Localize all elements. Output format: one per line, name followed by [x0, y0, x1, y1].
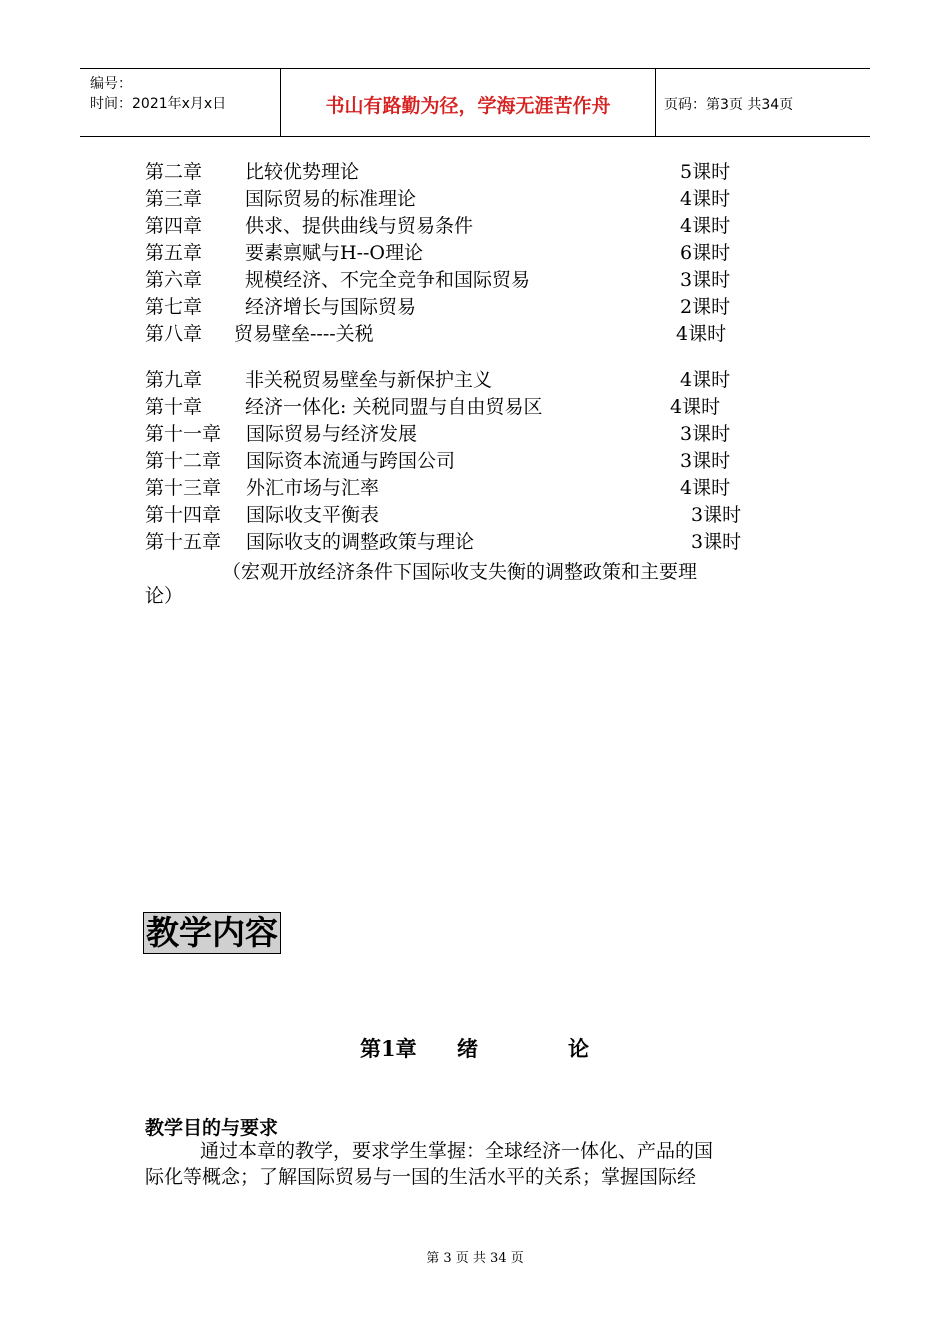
chapter-hours: 6课时 [680, 242, 731, 264]
chapter-number: 第十三章 [145, 477, 222, 499]
chapter-number: 第四章 [145, 215, 203, 237]
chapter-hours: 3课时 [680, 450, 731, 472]
header-center-cell [281, 69, 656, 136]
chapter-title: 国际收支的调整政策与理论 [246, 531, 475, 553]
schedule-note-line2: 论） [145, 585, 184, 607]
header-motto: 书山有路勤为径，学海无涯苦作舟 [325, 95, 611, 117]
chapter-title: 供求、提供曲线与贸易条件 [245, 215, 474, 237]
chapter-title: 国际收支平衡表 [246, 504, 380, 526]
chapter-number: 第三章 [145, 188, 203, 210]
chapter-title: 国际贸易与经济发展 [246, 423, 418, 445]
chapter-number: 第十四章 [145, 504, 222, 526]
chapter-title: 国际贸易的标准理论 [245, 188, 417, 210]
chapter-heading-part1: 绪 [457, 1036, 478, 1061]
header-right-cell [656, 69, 870, 136]
chapter-hours: 2课时 [680, 296, 731, 318]
chapter-title: 经济增长与国际贸易 [245, 296, 417, 318]
paragraph-line2: 际化等概念；了解国际贸易与一国的生活水平的关系；掌握国际经 [145, 1166, 697, 1188]
document-number-label: 编号： [90, 76, 132, 92]
chapter-hours: 4课时 [676, 323, 727, 345]
chapter-title: 非关税贸易壁垒与新保护主义 [245, 369, 493, 391]
header-left-cell [80, 69, 281, 136]
chapter-title: 贸易壁垒----关税 [234, 323, 374, 345]
page-header [80, 68, 870, 137]
chapter-number: 第二章 [145, 161, 203, 183]
chapter-title: 要素禀赋与H--O理论 [245, 242, 423, 264]
chapter-title: 比较优势理论 [245, 161, 360, 183]
chapter-hours: 4课时 [670, 396, 721, 418]
chapter-number: 第十二章 [145, 450, 222, 472]
chapter-number: 第十一章 [145, 423, 222, 445]
page-footer: 第 3 页 共 34 页 [426, 1251, 524, 1266]
chapter-heading-part2: 论 [568, 1036, 589, 1061]
chapter-heading-number: 第1章 [360, 1036, 417, 1061]
chapter-title: 外汇市场与汇率 [246, 477, 380, 499]
chapter-number: 第七章 [145, 296, 203, 318]
chapter-hours: 4课时 [680, 477, 731, 499]
chapter-hours: 4课时 [680, 369, 731, 391]
header-page-info: 页码：第3页 共34页 [664, 97, 794, 113]
paragraph-line1: 通过本章的教学，要求学生掌握：全球经济一体化、产品的国 [200, 1140, 714, 1162]
chapter-hours: 3课时 [691, 504, 742, 526]
chapter-hours: 4课时 [680, 188, 731, 210]
chapter-title: 规模经济、不完全竞争和国际贸易 [245, 269, 531, 291]
chapter-number: 第九章 [145, 369, 203, 391]
schedule-note-line1: （宏观开放经济条件下国际收支失衡的调整政策和主要理 [222, 561, 698, 583]
chapter-number: 第五章 [145, 242, 203, 264]
chapter-title: 国际资本流通与跨国公司 [246, 450, 456, 472]
chapter-hours: 5课时 [680, 161, 731, 183]
chapter-number: 第十章 [145, 396, 203, 418]
section-heading: 教学内容 [143, 912, 281, 954]
chapter-number: 第十五章 [145, 531, 222, 553]
chapter-number: 第八章 [145, 323, 203, 345]
subheading: 教学目的与要求 [145, 1117, 279, 1139]
chapter-number: 第六章 [145, 269, 203, 291]
chapter-hours: 3课时 [691, 531, 742, 553]
chapter-hours: 3课时 [680, 423, 731, 445]
chapter-title: 经济一体化: 关税同盟与自由贸易区 [245, 396, 543, 418]
chapter-hours: 4课时 [680, 215, 731, 237]
document-time-label: 时间：2021年x月x日 [90, 96, 227, 112]
chapter-hours: 3课时 [680, 269, 731, 291]
